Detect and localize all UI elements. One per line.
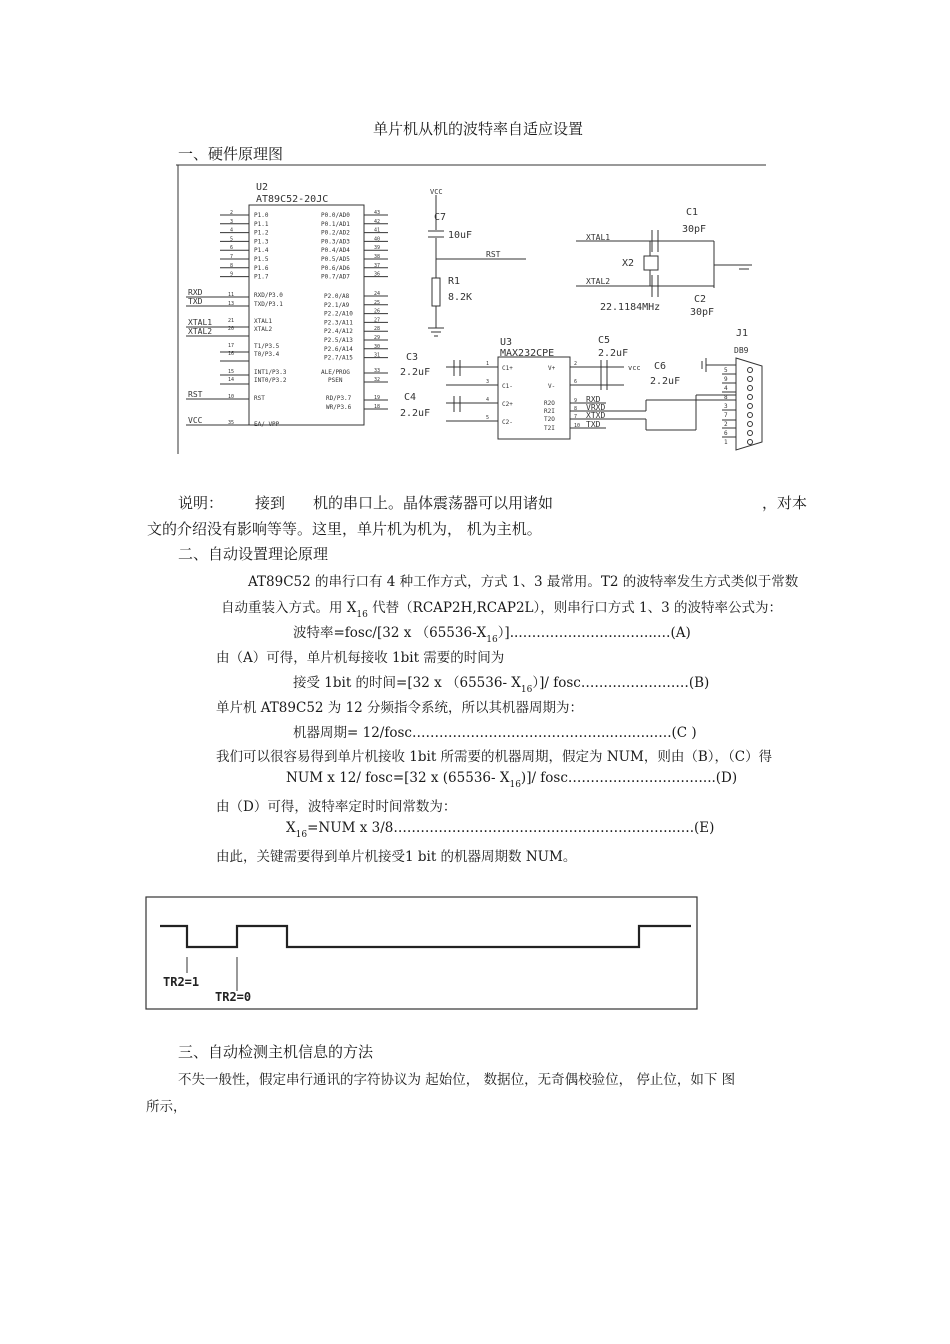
- u2-p1-pin-label: P1.1: [254, 220, 269, 228]
- u2-pin-txd: TXD/P3.1: [254, 301, 283, 308]
- u2-p0-pin-label: P0.5/AD5: [321, 256, 350, 263]
- u3-pin-c2m: C2-: [502, 419, 513, 426]
- db9-pin-number: 2: [724, 421, 728, 428]
- u3-num-c1p: 1: [486, 361, 490, 367]
- formula-a: 波特率=fosc/[32 x $(65536-X_{16})]..\dots\dots\dots\dots\dots\dots\dots..\dots\dots..\dots(A)$: [293, 625, 691, 645]
- note-label: 说明：: [178, 494, 224, 512]
- u3-part: MAX232CPE: [500, 348, 555, 359]
- u2-p1-pin-label: P1.4: [254, 247, 269, 255]
- u2-p0-pin-label: P0.0/AD0: [321, 212, 350, 219]
- c6-ref: C6: [654, 361, 667, 372]
- u2-p1-pin-label: P1.0: [254, 212, 269, 219]
- u2-p0-pin-number: 40: [374, 236, 381, 243]
- net-txd: TXD: [586, 420, 601, 429]
- u2-p0-pin-label: P0.7/AD7: [321, 273, 350, 281]
- c1-value: 30pF: [682, 224, 707, 235]
- u2-p0-pin-number: 39: [374, 245, 381, 252]
- u2-pin-ale: ALE/PROG: [321, 369, 350, 376]
- c2-ref: C2: [694, 294, 707, 305]
- u2-p2-pin-number: 26: [374, 308, 381, 315]
- u2-num-int1: 15: [228, 369, 235, 375]
- x2-ref: X2: [622, 258, 635, 269]
- schematic-diagram: [176, 160, 768, 456]
- section-1-heading: 一、硬件原理图: [178, 145, 284, 163]
- u2-p0-pin-number: 42: [374, 218, 381, 225]
- u2-num-rxd: 11: [228, 292, 235, 298]
- vcc-u3-label: vcc: [628, 364, 641, 372]
- j1-ref: J1: [736, 328, 749, 339]
- u2-pin-rst: RST: [254, 395, 265, 402]
- db9-pin-number: 5: [724, 367, 728, 374]
- db9-pin-number: 4: [724, 385, 728, 392]
- para-serial-modes: AT89C52 的串行口有 4 种工作方式，方式 1、3 最常用。T2 的波特率发生方式类似于常数: [248, 574, 799, 590]
- u3-num-c2p: 4: [486, 397, 490, 403]
- u2-num-xtal2: 20: [228, 326, 235, 332]
- xtal2-net: XTAL2: [586, 277, 611, 286]
- u2-p1-pin-number: 5: [230, 236, 234, 243]
- u2-num-rd: 19: [374, 395, 381, 401]
- u2-p2-pin-label: P2.7/A15: [324, 354, 353, 362]
- u2-p1-pin-label: P1.6: [254, 264, 269, 272]
- u3-num-c1m: 3: [486, 379, 490, 385]
- u2-num-t1: 17: [228, 343, 235, 349]
- u2-p0-pin-label: P0.4/AD4: [321, 247, 350, 255]
- u2-p1-pin-label: P1.2: [254, 229, 269, 237]
- u2-p0-pin-number: 43: [374, 210, 381, 216]
- u2-p0-pin-number: 41: [374, 227, 381, 234]
- u2-num-wr: 18: [374, 404, 381, 410]
- u2-p1-pin-number: 9: [230, 271, 234, 278]
- u2-pin-t0: T0/P3.4: [254, 351, 280, 358]
- u2-p2-pin-number: 25: [374, 299, 381, 306]
- u3-pin-c1p: C1+: [502, 365, 513, 372]
- db9-pin-number: 7: [724, 412, 728, 419]
- u3-num-vm: 6: [574, 379, 578, 385]
- u2-p2-pin-number: 30: [374, 343, 381, 350]
- db9-pin-number: 6: [724, 430, 728, 437]
- u2-p1-pin-number: 3: [230, 218, 234, 225]
- u2-p2-pin-number: 28: [374, 326, 381, 333]
- db9-pin-number: 8: [724, 394, 728, 401]
- u2-num-psen: 32: [374, 377, 381, 383]
- u2-p0-pin-label: P0.6/AD6: [321, 264, 350, 272]
- para-num: 我们可以很容易得到单片机接收 1bit 所需要的机器周期，假定为 NUM，则由（B），（C）得: [216, 749, 773, 765]
- c2-value: 30pF: [690, 307, 715, 318]
- u3-num-t2o: 7: [574, 414, 578, 420]
- timing-diagram: [145, 895, 701, 1013]
- u2-p0-pin-number: 37: [374, 262, 381, 269]
- u2-num-rst: 10: [228, 394, 235, 400]
- u2-num-ale: 33: [374, 368, 381, 374]
- u3-pin-vm: V-: [548, 383, 556, 390]
- c5-value: 2.2uF: [598, 348, 629, 359]
- left-label-rst: RST: [188, 390, 203, 399]
- u2-pin-int0: INT0/P3.2: [254, 377, 287, 384]
- c1-ref: C1: [686, 207, 699, 218]
- tr2-off-label: TR2=0: [215, 990, 252, 1004]
- u2-num-ea: 35: [228, 420, 235, 426]
- para-shown: 所示，: [146, 1099, 187, 1115]
- u2-p2-pin-label: P2.4/A12: [324, 328, 353, 336]
- net-rxd: RXD: [586, 395, 601, 404]
- left-label-vcc: VCC: [188, 416, 203, 425]
- u2-p2-pin-number: 24: [374, 291, 381, 297]
- u2-pin-rd: RD/P3.7: [326, 395, 352, 402]
- para-machine-cycle: 单片机 AT89C52 为 12 分频指令系统，所以其机器周期为：: [216, 700, 584, 716]
- u2-p1-pin-number: 7: [230, 254, 234, 260]
- u3-pin-r2i: R2I: [544, 408, 555, 415]
- u2-pin-t1: T1/P3.5: [254, 343, 280, 350]
- u2-pin-ea: EA/ VPP: [254, 421, 280, 428]
- u2-pin-psen: PSEN: [328, 377, 343, 384]
- u3-num-vp: 2: [574, 361, 578, 367]
- left-label-xtal1: XTAL1: [188, 318, 213, 327]
- u2-num-xtal1: 21: [228, 318, 235, 324]
- u2-pin-wr: WR/P3.6: [326, 404, 352, 411]
- para-from-d: 由（D）可得，波特率定时时间常数为：: [216, 799, 457, 815]
- u2-part: AT89C52-20JC: [256, 194, 329, 205]
- u3-pin-c2p: C2+: [502, 401, 513, 408]
- u2-p2-pin-number: 29: [374, 335, 381, 341]
- u3-pin-c1m: C1-: [502, 383, 513, 390]
- u2-num-t0: 16: [228, 351, 235, 357]
- u2-p0-pin-label: P0.2/AD2: [321, 229, 350, 237]
- u3-pin-r2o: R2O: [544, 400, 555, 407]
- para-from-a: 由（A）可得，单片机每接收 1bit 需要的时间为: [216, 650, 505, 666]
- u2-p0-pin-number: 36: [374, 271, 381, 278]
- u3-pin-vp: V+: [548, 365, 556, 372]
- db9-pin-number: 9: [724, 376, 728, 383]
- left-label-xtal2: XTAL2: [188, 327, 213, 336]
- c4-ref: C4: [404, 392, 417, 403]
- u2-p2-pin-number: 31: [374, 352, 381, 359]
- para-key: 由此，关键需要得到单片机接受1 bit 的机器周期数 NUM。: [216, 849, 577, 865]
- u2-p1-pin-number: 6: [230, 245, 234, 252]
- u3-num-r2o: 9: [574, 398, 578, 404]
- xtal1-net: XTAL1: [586, 233, 611, 242]
- u2-p2-pin-label: P2.1/A9: [324, 301, 350, 309]
- u3-num-r2i: 8: [574, 406, 578, 412]
- u2-p0-pin-label: P0.1/AD1: [321, 220, 350, 228]
- u2-p2-pin-label: P2.0/A8: [324, 293, 350, 300]
- u3-num-c2m: 5: [486, 415, 490, 421]
- db9-pin-number: 1: [724, 439, 728, 446]
- section-2-heading: 二、自动设置理论原理: [178, 545, 329, 563]
- u2-num-txd: 13: [228, 301, 235, 307]
- r1-value: 8.2K: [448, 292, 473, 303]
- net-vrxd: VRXD: [586, 403, 606, 412]
- section-3-heading: 三、自动检测主机信息的方法: [178, 1043, 374, 1061]
- u3-num-t2i: 10: [574, 423, 581, 429]
- note-serial: 机的串口上。晶体震荡器可以用诸如: [313, 494, 554, 512]
- u3-pin-t2o: T2O: [544, 416, 555, 423]
- note-line-2: 文的介绍没有影响等等。这里，单片机为机为， 机为主机。: [147, 520, 542, 538]
- u2-p1-pin-number: 4: [230, 227, 234, 234]
- u3-pin-t2i: T2I: [544, 425, 555, 432]
- c3-ref: C3: [406, 352, 419, 363]
- r1-ref: R1: [448, 276, 461, 287]
- u2-p0-pin-label: P0.3/AD3: [321, 238, 350, 246]
- u2-ref: U2: [256, 182, 269, 193]
- para-protocol: 不失一般性，假定串行通讯的字符协议为 起始位， 数据位，无奇偶校验位， 停止位，如下 图: [178, 1072, 736, 1088]
- note-tail: ，对本: [762, 494, 808, 512]
- c4-value: 2.2uF: [400, 408, 431, 419]
- u2-p2-pin-label: P2.3/A11: [324, 319, 353, 327]
- c3-value: 2.2uF: [400, 367, 431, 378]
- left-label-txd: TXD: [188, 297, 203, 306]
- u2-num-int0: 14: [228, 377, 235, 383]
- u2-p0-pin-number: 38: [374, 254, 381, 260]
- u2-p1-pin-number: 8: [230, 262, 234, 269]
- c7-value: 10uF: [448, 230, 473, 241]
- c6-value: 2.2uF: [650, 376, 681, 387]
- c7-ref: C7: [434, 212, 447, 223]
- u2-p2-pin-label: P2.5/A13: [324, 337, 353, 344]
- u2-pin-xtal2: XTAL2: [254, 326, 273, 333]
- x2-value: 22.1184MHz: [600, 302, 661, 313]
- u2-p2-pin-label: P2.6/A14: [324, 345, 353, 353]
- u2-p2-pin-number: 27: [374, 317, 381, 324]
- para-reload: 自动重装入方式。用 $X_{16}$ 代替（RCAP2H,RCAP2L），则串行口方式 1、3 的波特率公式为：: [221, 600, 783, 620]
- formula-b: 接受 1bit 的时间=[32 x （65536- $X_{16})]/$ fosc……………………(B): [293, 675, 710, 695]
- db9-pin-number: 3: [724, 403, 728, 410]
- u2-p1-pin-label: P1.7: [254, 273, 269, 281]
- c5-ref: C5: [598, 335, 611, 346]
- net-xtxd: XTXD: [586, 411, 606, 420]
- vcc-top-label: VCC: [430, 188, 443, 196]
- j1-part: DB9: [734, 346, 749, 355]
- tr2-on-label: TR2=1: [163, 975, 200, 989]
- u2-pin-int1: INT1/P3.3: [254, 369, 287, 376]
- page-title: 单片机从机的波特率自适应设置: [373, 120, 584, 138]
- u2-p2-pin-label: P2.2/A10: [324, 310, 353, 318]
- u3-ref: U3: [500, 337, 513, 348]
- note-connect: 接到: [255, 494, 286, 512]
- u2-p1-pin-label: P1.5: [254, 256, 269, 263]
- u2-pin-rxd: RXD/P3.0: [254, 292, 283, 299]
- u2-p1-pin-number: 2: [230, 210, 234, 216]
- left-label-rxd: RXD: [188, 288, 203, 297]
- formula-c: 机器周期= 12/fosc……………………………………..…..…..….(C ): [293, 725, 697, 741]
- u2-pin-xtal1: XTAL1: [254, 318, 273, 325]
- rst-net-label: RST: [486, 250, 501, 259]
- u2-p1-pin-label: P1.3: [254, 238, 269, 246]
- formula-d: NUM x 12/ fosc=[32 x (65536- $X_{16})]/$ fosc…………………………...(D): [286, 770, 738, 790]
- formula-e: $X_{16}=NUM$ x 3/8……………………………….……………………..….(E): [286, 820, 715, 840]
